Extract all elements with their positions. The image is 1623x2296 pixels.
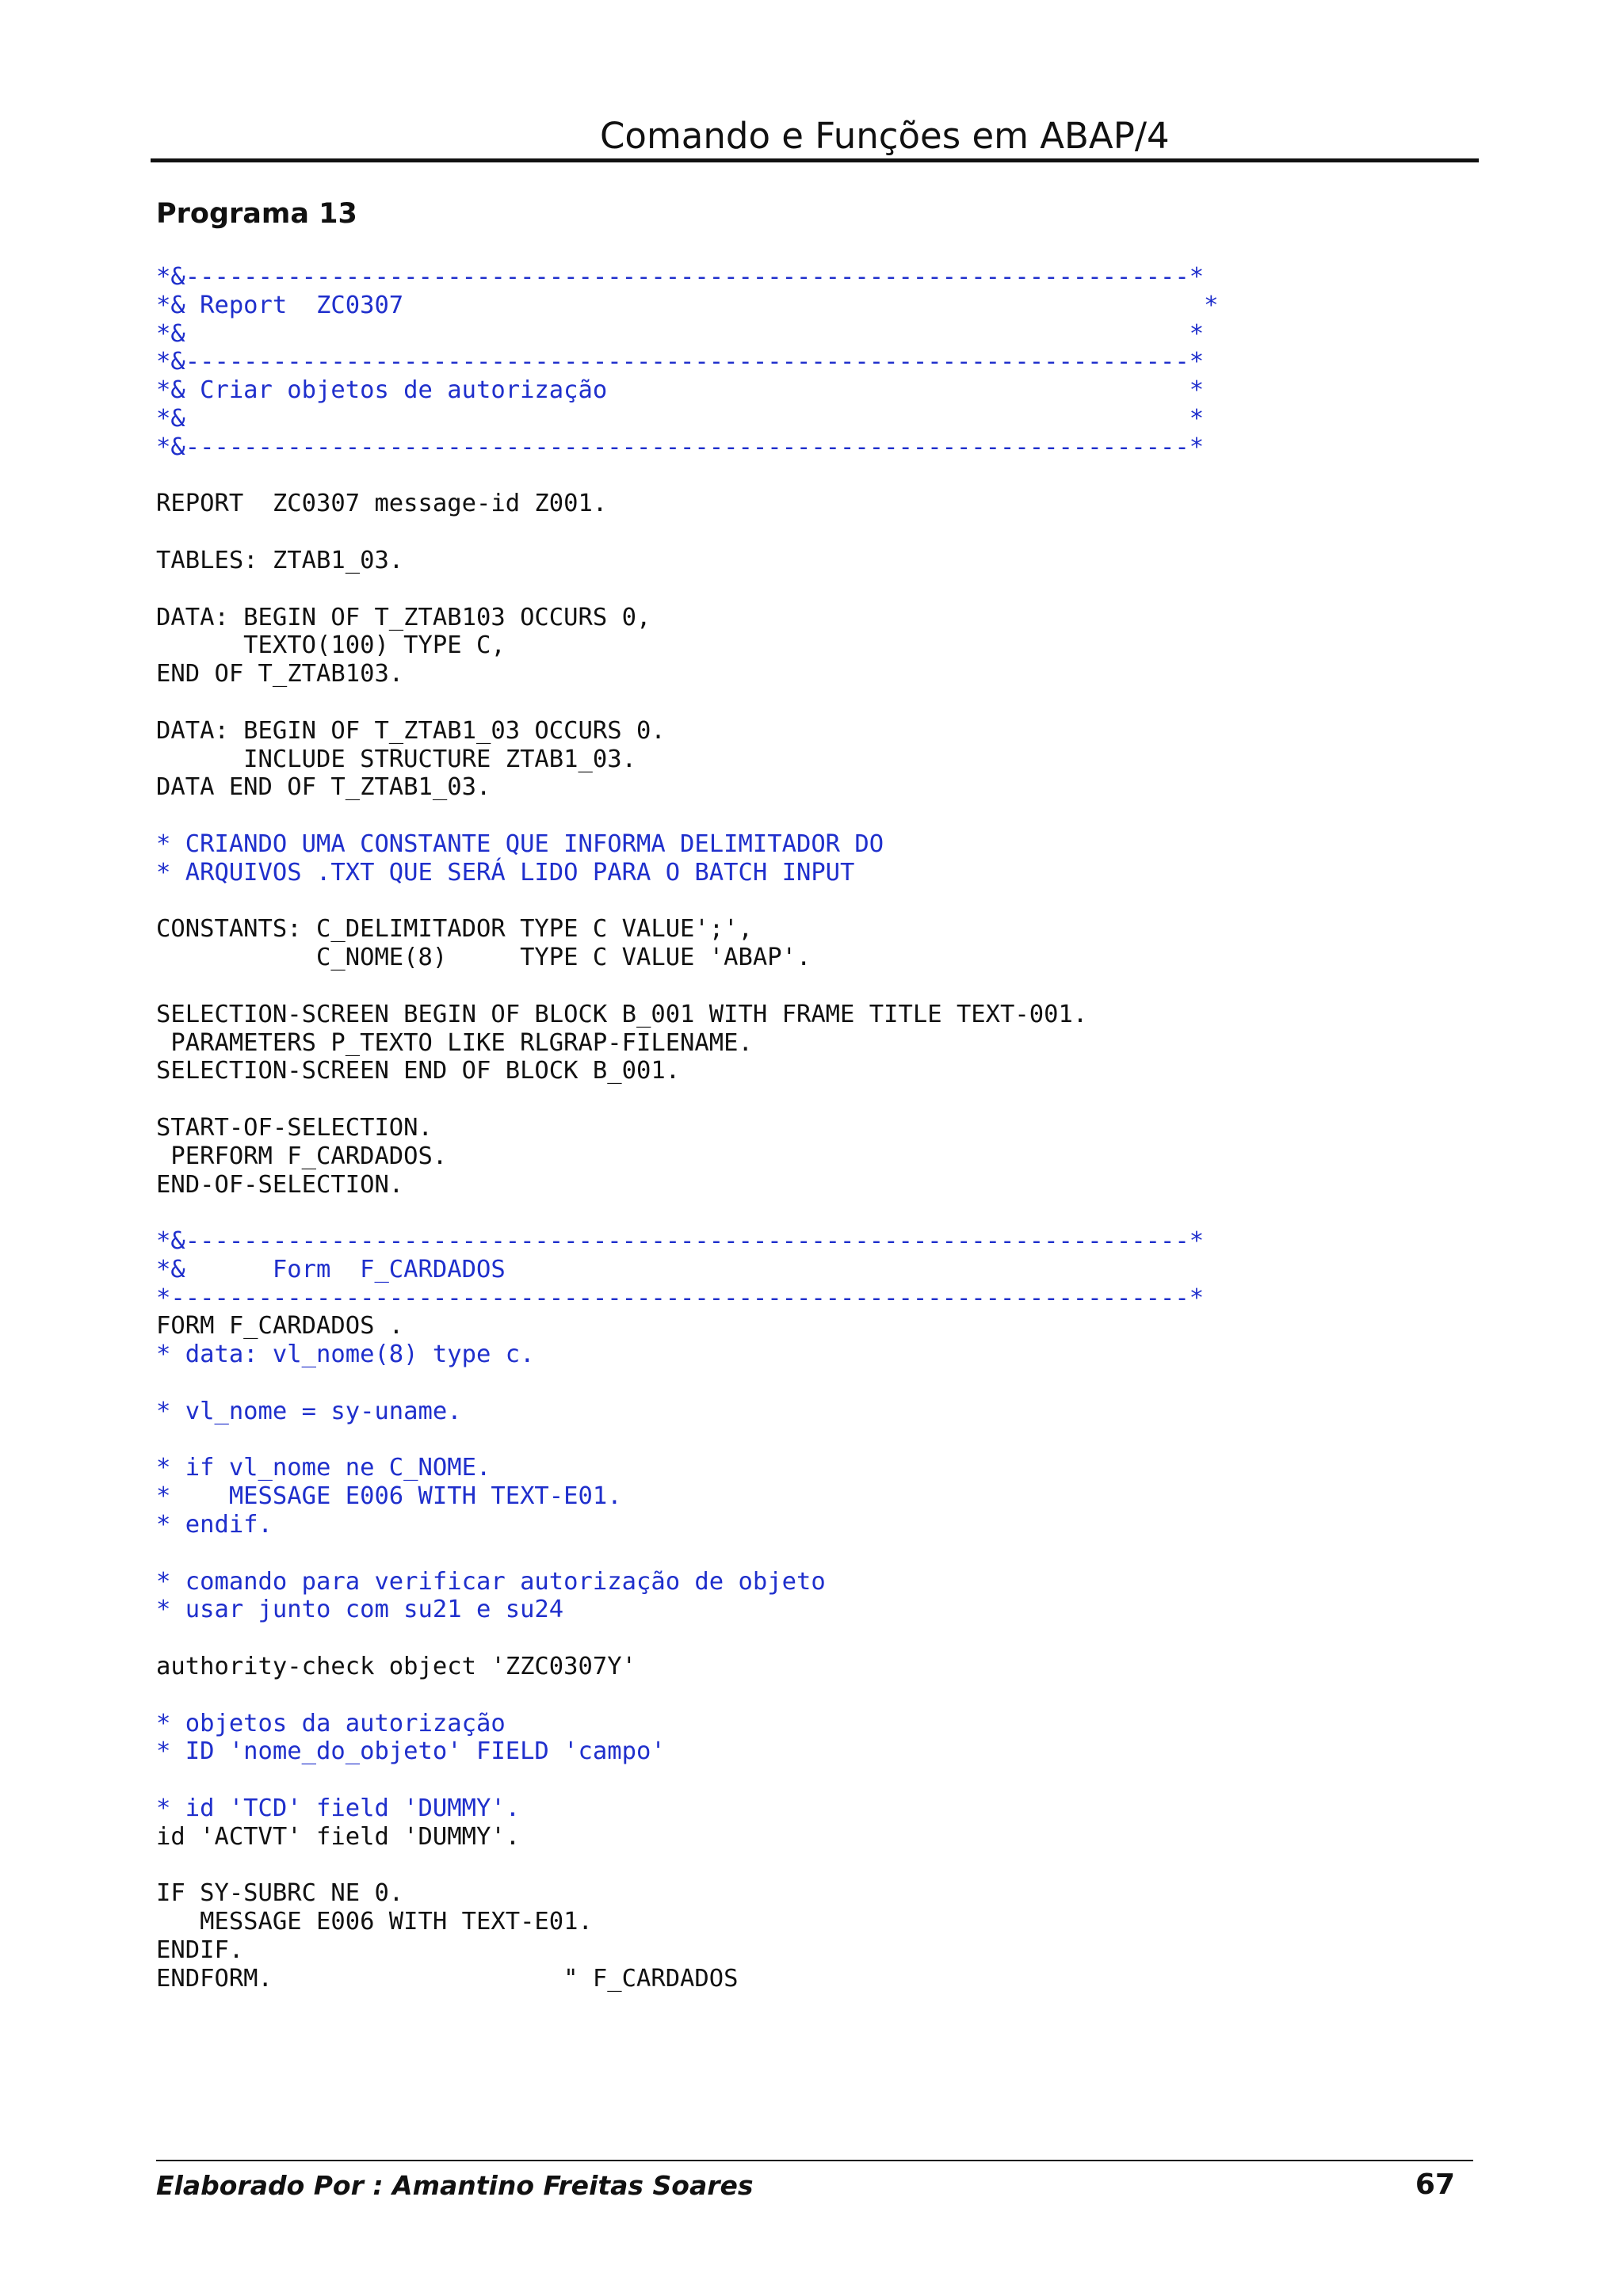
code-comment-line: * if vl_nome ne C_NOME.	[156, 1454, 491, 1482]
code-statement-line: C_NOME(8) TYPE C VALUE 'ABAP'.	[156, 944, 812, 972]
code-comment-line: *& Criar objetos de autorização *	[156, 376, 1205, 405]
header-divider	[151, 158, 1479, 162]
page-number: 67	[1415, 2168, 1455, 2201]
code-statement-line: ENDIF.	[156, 1936, 244, 1965]
code-comment-line: * MESSAGE E006 WITH TEXT-E01.	[156, 1482, 622, 1511]
code-blank-line	[156, 688, 1472, 717]
code-blank-line	[156, 518, 1472, 547]
code-statement-line: TEXTO(100) TYPE C,	[156, 631, 506, 660]
code-blank-line	[156, 575, 1472, 604]
code-comment-line: *----------------------------------------------------------------------*	[156, 1283, 1205, 1312]
code-statement-line: FORM F_CARDADOS .	[156, 1312, 404, 1341]
code-blank-line	[156, 1369, 1472, 1398]
code-blank-line	[156, 1426, 1472, 1455]
code-listing	[156, 263, 1472, 1993]
code-comment-line: * vl_nome = sy-uname.	[156, 1397, 462, 1425]
code-statement-line: REPORT ZC0307 message-id Z001.	[156, 490, 608, 518]
code-statement-line: DATA: BEGIN OF T_ZTAB103 OCCURS 0,	[156, 603, 651, 631]
code-statement-line: SELECTION-SCREEN BEGIN OF BLOCK B_001 WITH FRAME TITLE TEXT-001.	[156, 1000, 1088, 1028]
code-comment-line: * comando para verificar autorização de objeto	[156, 1567, 826, 1596]
code-statement-line: DATA: BEGIN OF T_ZTAB1_03 OCCURS 0.	[156, 716, 666, 745]
code-statement-line: MESSAGE E006 WITH TEXT-E01.	[156, 1908, 593, 1936]
code-comment-line: *&---------------------------------------------------------------------*	[156, 433, 1205, 461]
code-blank-line	[156, 802, 1472, 830]
footer-divider	[156, 2160, 1473, 2161]
code-statement-line: PARAMETERS P_TEXTO LIKE RLGRAP-FILENAME.	[156, 1028, 753, 1057]
page-header-title: Comando e Funções em ABAP/4	[600, 115, 1170, 157]
code-blank-line	[156, 887, 1472, 916]
code-statement-line: SELECTION-SCREEN END OF BLOCK B_001.	[156, 1057, 681, 1085]
code-blank-line	[156, 1766, 1472, 1794]
code-blank-line	[156, 462, 1472, 490]
code-statement-line: CONSTANTS: C_DELIMITADOR TYPE C VALUE';',	[156, 915, 753, 944]
code-blank-line	[156, 972, 1472, 1001]
code-statement-line: TABLES: ZTAB1_03.	[156, 546, 404, 574]
code-comment-line: *&---------------------------------------------------------------------*	[156, 263, 1205, 291]
code-statement-line: START-OF-SELECTION.	[156, 1113, 433, 1142]
code-statement-line: PERFORM F_CARDADOS.	[156, 1142, 448, 1170]
code-blank-line	[156, 1681, 1472, 1710]
code-comment-line: * ID 'nome_do_objeto' FIELD 'campo'	[156, 1737, 666, 1766]
code-statement-line: DATA END OF T_ZTAB1_03.	[156, 773, 491, 802]
code-blank-line	[156, 1085, 1472, 1114]
code-statement-line: IF SY-SUBRC NE 0.	[156, 1879, 404, 1908]
footer-author: Elaborado Por : Amantino Freitas Soares	[156, 2170, 754, 2201]
program-heading: Programa 13	[156, 198, 357, 230]
code-comment-line: * objetos da autorização	[156, 1709, 506, 1737]
code-comment-line: * CRIANDO UMA CONSTANTE QUE INFORMA DELIMITADOR DO	[156, 830, 884, 858]
code-comment-line: * usar junto com su21 e su24	[156, 1596, 564, 1624]
code-statement-line: END OF T_ZTAB103.	[156, 660, 404, 688]
code-comment-line: * endif.	[156, 1511, 273, 1539]
code-blank-line	[156, 1852, 1472, 1880]
code-comment-line: *& *	[156, 404, 1205, 433]
code-blank-line	[156, 1199, 1472, 1227]
code-comment-line: *&---------------------------------------------------------------------*	[156, 1227, 1205, 1256]
code-comment-line: *&---------------------------------------------------------------------*	[156, 348, 1205, 376]
code-blank-line	[156, 1539, 1472, 1568]
code-comment-line: * data: vl_nome(8) type c.	[156, 1341, 535, 1369]
code-comment-line: * id 'TCD' field 'DUMMY'.	[156, 1794, 521, 1823]
code-statement-line: END-OF-SELECTION.	[156, 1170, 404, 1199]
code-comment-line: *& *	[156, 319, 1205, 348]
code-comment-line: * ARQUIVOS .TXT QUE SERÁ LIDO PARA O BATCH INPUT	[156, 858, 855, 887]
code-statement-line: authority-check object 'ZZC0307Y'	[156, 1653, 636, 1681]
code-statement-line: INCLUDE STRUCTURE ZTAB1_03.	[156, 745, 636, 773]
code-blank-line	[156, 1624, 1472, 1653]
code-comment-line: *& Form F_CARDADOS	[156, 1255, 506, 1283]
code-comment-line: *& Report ZC0307 *	[156, 291, 1219, 319]
code-statement-line: id 'ACTVT' field 'DUMMY'.	[156, 1822, 521, 1851]
code-statement-line: ENDFORM. " F_CARDADOS	[156, 1964, 739, 1993]
